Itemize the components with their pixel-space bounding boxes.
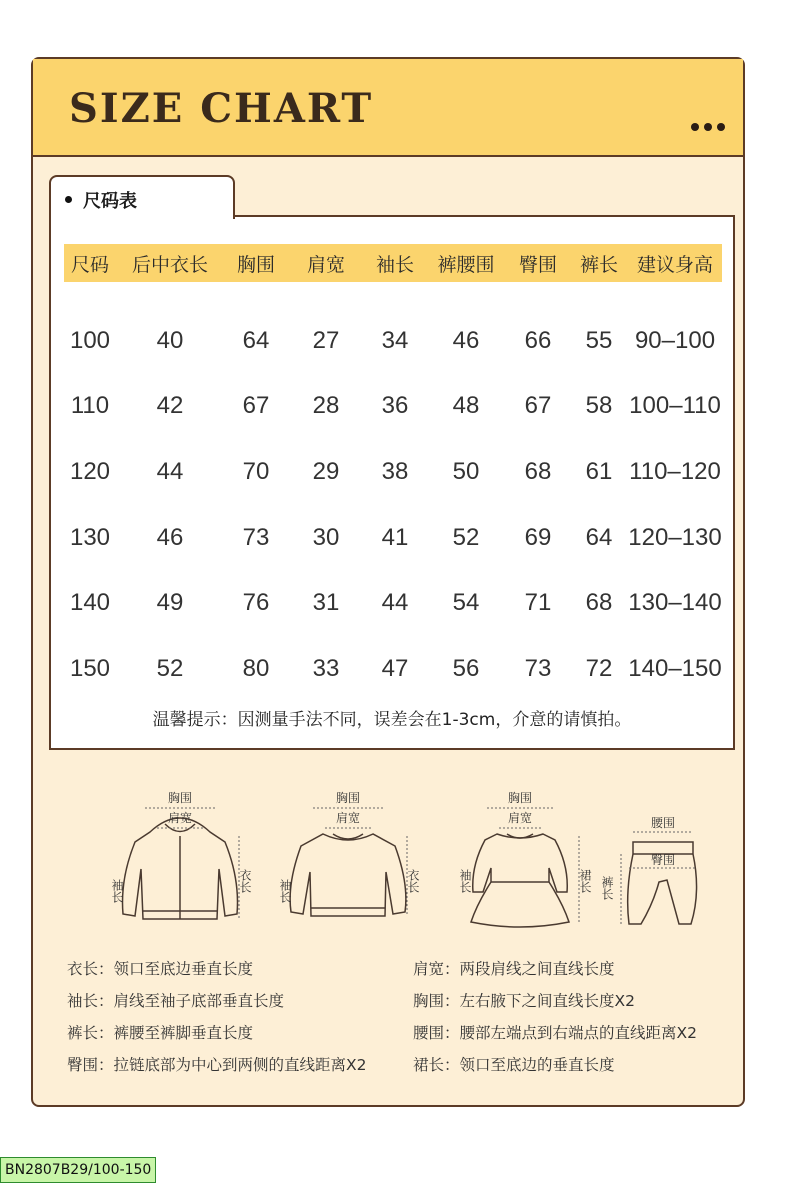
- table-cell: 52: [156, 654, 184, 682]
- table-cell: 120: [69, 457, 111, 485]
- table-cell: 54: [452, 589, 480, 617]
- table-cell: 70: [242, 457, 270, 485]
- table-cell: 44: [156, 457, 184, 485]
- table-cell: 67: [524, 392, 552, 420]
- table-cell: 52: [452, 523, 480, 551]
- definition-chest: 胸围：左右腋下之间直线长度X2: [413, 992, 635, 1010]
- pants-hip-label: 臀围: [650, 853, 676, 867]
- dress-length-label: 裙长: [578, 869, 592, 893]
- table-cell: 80: [242, 654, 270, 682]
- column-header: 裤腰围: [426, 244, 506, 282]
- dress-chest-label: 胸围: [507, 791, 533, 805]
- size-table-panel: [49, 215, 735, 750]
- pants-illustration: [600, 784, 713, 934]
- table-cell: 64: [585, 523, 613, 551]
- table-cell: 72: [585, 654, 613, 682]
- table-cell: 140–150: [628, 654, 722, 682]
- definition-pants-length: 裤长：裤腰至裤脚垂直长度: [67, 1024, 254, 1042]
- table-cell: 31: [312, 589, 340, 617]
- table-cell: 140: [69, 589, 111, 617]
- table-cell: 67: [242, 392, 270, 420]
- table-cell: 41: [381, 523, 409, 551]
- table-cell: 130–140: [628, 589, 722, 617]
- table-cell: 68: [585, 589, 613, 617]
- table-cell: 34: [381, 326, 409, 354]
- page-title: SIZE CHART: [69, 85, 374, 132]
- table-row: [64, 636, 722, 702]
- jacket-sleeve-label: 袖长: [110, 879, 124, 903]
- table-cell: 110–120: [629, 457, 721, 485]
- table-cell: 64: [242, 326, 270, 354]
- table-cell: 69: [524, 523, 552, 551]
- table-cell: 130: [69, 523, 111, 551]
- sweater-sleeve-label: 袖长: [278, 879, 292, 903]
- table-cell: 90–100: [634, 326, 716, 354]
- table-cell: 30: [312, 523, 340, 551]
- table-cell: 150: [69, 654, 111, 682]
- table-cell: 38: [381, 457, 409, 485]
- table-cell: 49: [156, 589, 184, 617]
- table-header-row: [64, 244, 722, 282]
- column-header: 肩宽: [288, 244, 364, 282]
- pants-waist-label: 腰围: [650, 816, 676, 830]
- column-header: 袖长: [364, 244, 426, 282]
- table-row: [64, 439, 722, 505]
- table-cell: 58: [585, 392, 613, 420]
- pants-length-label: 裤长: [600, 876, 614, 900]
- table-cell: 120–130: [628, 523, 722, 551]
- table-cell: 46: [156, 523, 184, 551]
- jacket-illustration: [105, 784, 255, 934]
- table-cell: 47: [381, 654, 409, 682]
- sweater-illustration: [273, 784, 423, 934]
- header-bar: [33, 59, 743, 157]
- more-dots-icon: [691, 123, 725, 131]
- definition-length: 衣长：领口至底边垂直长度: [67, 960, 254, 978]
- table-cell: 50: [452, 457, 480, 485]
- dress-shoulder-label: 肩宽: [507, 811, 533, 825]
- jacket-length-label: 衣长: [238, 869, 252, 893]
- column-header: 后中衣长: [116, 244, 224, 282]
- definition-shoulder: 肩宽：两段肩线之间直线长度: [413, 960, 615, 978]
- sweater-length-label: 衣长: [406, 869, 420, 893]
- table-cell: 73: [242, 523, 270, 551]
- table-cell: 40: [156, 326, 184, 354]
- table-cell: 76: [242, 589, 270, 617]
- garment-illustrations: [33, 784, 743, 934]
- table-cell: 71: [524, 589, 552, 617]
- table-cell: 56: [452, 654, 480, 682]
- table-cell: 110: [70, 392, 110, 420]
- table-cell: 73: [524, 654, 552, 682]
- column-header: 胸围: [224, 244, 288, 282]
- table-cell: 36: [381, 392, 409, 420]
- table-cell: 27: [312, 326, 340, 354]
- jacket-chest-label: 胸围: [167, 791, 193, 805]
- column-header: 建议身高: [628, 244, 722, 282]
- size-table: [64, 244, 722, 702]
- table-row: [64, 505, 722, 571]
- product-code-tag: BN2807B29/100-150: [0, 1157, 156, 1183]
- table-cell: 55: [585, 326, 613, 354]
- table-cell: 44: [381, 589, 409, 617]
- column-header: 臀围: [506, 244, 570, 282]
- dress-illustration: [445, 784, 595, 934]
- dress-sleeve-label: 袖长: [458, 869, 472, 893]
- column-header: 裤长: [570, 244, 628, 282]
- table-cell: 66: [524, 326, 552, 354]
- sweater-shoulder-label: 肩宽: [335, 811, 361, 825]
- table-cell: 46: [452, 326, 480, 354]
- sweater-chest-label: 胸围: [335, 791, 361, 805]
- table-cell: 33: [312, 654, 340, 682]
- table-cell: 42: [156, 392, 184, 420]
- tab-label: 尺码表: [83, 191, 137, 212]
- measurement-note: 温馨提示：因测量手法不同，误差会在1-3cm，介意的请慎拍。: [152, 710, 632, 730]
- table-cell: 100–110: [629, 392, 721, 420]
- table-cell: 29: [312, 457, 340, 485]
- table-row: [64, 570, 722, 636]
- table-row: [64, 374, 722, 440]
- table-cell: 100: [69, 326, 111, 354]
- table-row: [64, 282, 722, 374]
- table-cell: 61: [585, 457, 613, 485]
- size-chart-card: [31, 57, 745, 1107]
- bullet-icon: [65, 196, 72, 203]
- definition-waist: 腰围：腰部左端点到右端点的直线距离X2: [413, 1024, 697, 1042]
- definition-skirt-length: 裙长：领口至底边的垂直长度: [413, 1056, 615, 1074]
- table-cell: 28: [312, 392, 340, 420]
- table-cell: 68: [524, 457, 552, 485]
- definition-sleeve: 袖长：肩线至袖子底部垂直长度: [67, 992, 285, 1010]
- definition-hip: 臀围：拉链底部为中心到两侧的直线距离X2: [67, 1056, 367, 1074]
- table-cell: 48: [452, 392, 480, 420]
- jacket-shoulder-label: 肩宽: [167, 811, 193, 825]
- column-header: 尺码: [64, 244, 116, 282]
